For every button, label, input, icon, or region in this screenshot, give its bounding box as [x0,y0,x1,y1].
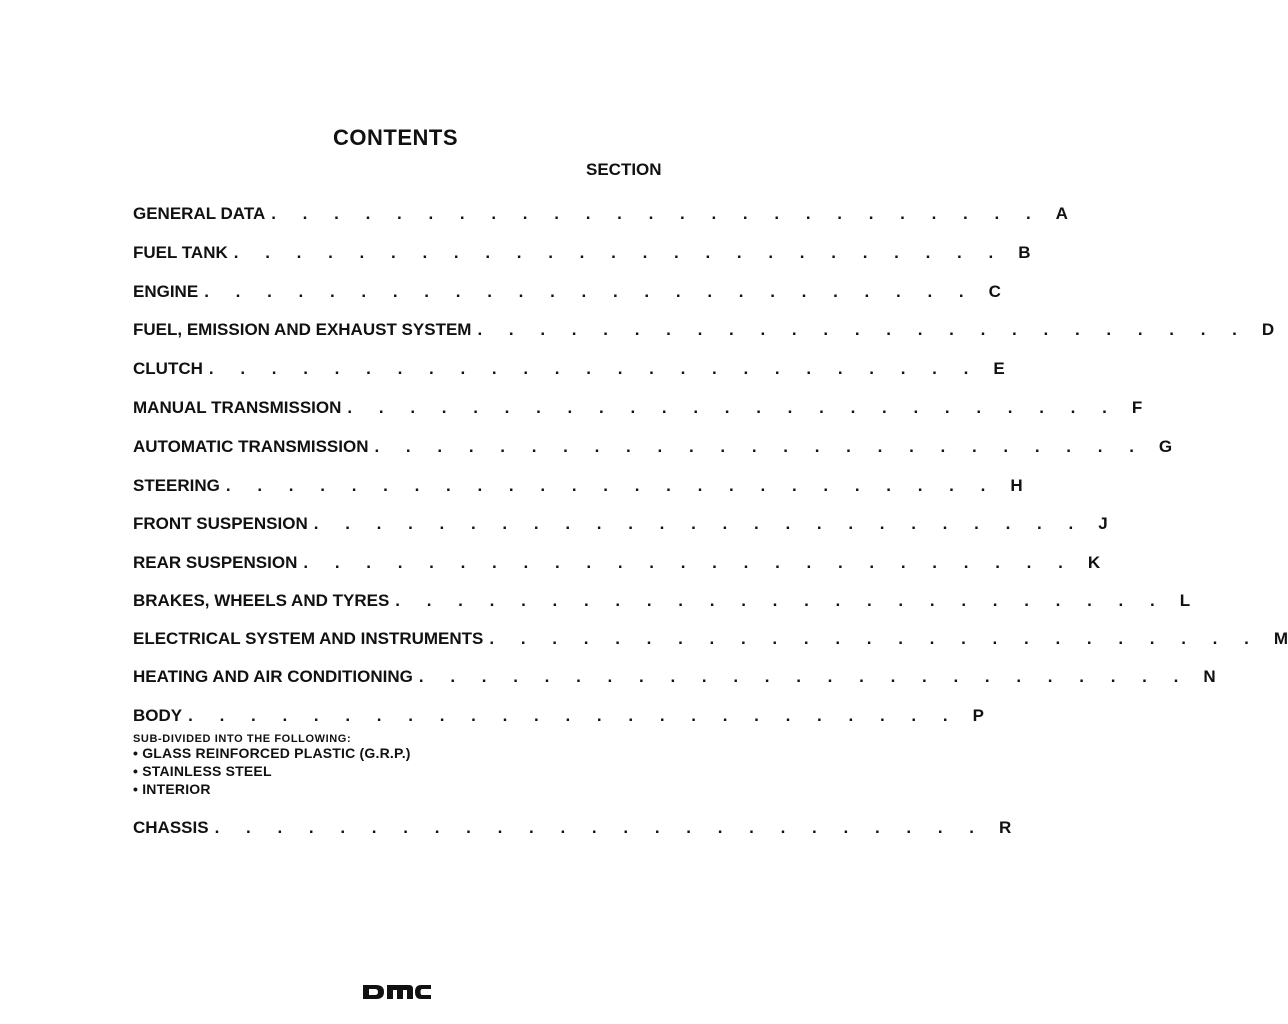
toc-section-code: D [1261,320,1275,339]
toc-label: GENERAL DATA [133,204,266,223]
toc-section-code: F [1131,398,1143,417]
toc-section-code: M [1273,629,1288,648]
toc-entry-automatic-transmission[interactable] [133,437,1173,459]
toc-entry-chassis[interactable] [133,818,1012,840]
leader-dots: . . . . . . . . . . . . . . . . . . . . . . . . . [489,629,1260,648]
toc-label: BODY [133,706,183,725]
toc-section-code: J [1098,514,1108,533]
toc-section-code: B [1018,243,1031,262]
toc-section-code: K [1087,553,1101,572]
toc-entry-front-suspension[interactable] [133,514,1108,536]
leader-dots: . . . . . . . . . . . . . . . . . . . . . . . . . [214,818,986,837]
toc-label: MANUAL TRANSMISSION [133,398,342,417]
toc-section-code: E [993,359,1005,378]
toc-entry-fuel-tank[interactable] [133,243,1031,265]
toc-section-code: C [988,282,1001,301]
section-column-heading: SECTION [586,160,662,179]
leader-dots: . . . . . . . . . . . . . . . . . . . . . . . . . [233,243,1005,262]
toc-section-code: R [999,818,1012,837]
toc-entry-manual-transmission[interactable] [133,398,1143,420]
toc-label: STEERING [133,476,220,495]
toc-entry-general-data[interactable] [133,204,1068,226]
toc-label: AUTOMATIC TRANSMISSION [133,437,369,456]
leader-dots: . . . . . . . . . . . . . . . . . . . . . . . . . [395,591,1166,610]
leader-dots: . . . . . . . . . . . . . . . . . . . . . . . . . [418,667,1190,686]
body-subdivision-item: • GLASS REINFORCED PLASTIC (G.R.P.) [133,745,411,761]
toc-label: ENGINE [133,282,199,301]
body-subdivision-intro: SUB-DIVIDED INTO THE FOLLOWING: [133,733,352,745]
leader-dots: . . . . . . . . . . . . . . . . . . . . . . . . . [208,359,980,378]
toc-entry-brakes-wheels-tyres[interactable] [133,591,1191,613]
leader-dots: . . . . . . . . . . . . . . . . . . . . . . . . . [188,706,959,725]
leader-dots: . . . . . . . . . . . . . . . . . . . . . . . . . [477,320,1248,339]
toc-section-code: N [1203,667,1216,686]
toc-label: FRONT SUSPENSION [133,514,308,533]
toc-section-code: L [1179,591,1191,610]
toc-section-code: P [972,706,984,725]
toc-label: FUEL TANK [133,243,228,262]
toc-label: FUEL, EMISSION AND EXHAUST SYSTEM [133,320,472,339]
toc-label: CHASSIS [133,818,209,837]
leader-dots: . . . . . . . . . . . . . . . . . . . . . . . . . [271,204,1042,223]
toc-entry-steering[interactable] [133,476,1023,498]
body-subdivision-item: • STAINLESS STEEL [133,763,272,779]
toc-entry-rear-suspension[interactable] [133,553,1101,575]
toc-entry-body[interactable] [133,706,984,728]
toc-entry-engine[interactable] [133,282,1001,304]
toc-entry-fuel-emission-exhaust[interactable] [133,320,1275,342]
toc-section-code: H [1010,476,1023,495]
leader-dots: . . . . . . . . . . . . . . . . . . . . . . . . . [225,476,997,495]
toc-label: REAR SUSPENSION [133,553,298,572]
toc-section-code: A [1055,204,1068,223]
toc-entry-heating-air-conditioning[interactable] [133,667,1216,689]
toc-label: BRAKES, WHEELS AND TYRES [133,591,390,610]
leader-dots: . . . . . . . . . . . . . . . . . . . . . . . . . [374,437,1145,456]
toc-label: ELECTRICAL SYSTEM AND INSTRUMENTS [133,629,484,648]
body-subdivision-item: • INTERIOR [133,781,211,797]
toc-entry-clutch[interactable] [133,359,1005,381]
page-title: CONTENTS [333,125,458,150]
toc-label: CLUTCH [133,359,203,378]
toc-entry-electrical-instruments[interactable] [133,629,1288,651]
toc-section-code: G [1158,437,1173,456]
leader-dots: . . . . . . . . . . . . . . . . . . . . . . . . . [313,514,1085,533]
leader-dots: . . . . . . . . . . . . . . . . . . . . . . . . . [204,282,975,301]
leader-dots: . . . . . . . . . . . . . . . . . . . . . . . . . [303,553,1074,572]
toc-label: HEATING AND AIR CONDITIONING [133,667,413,686]
dmc-logo [363,984,431,1000]
leader-dots: . . . . . . . . . . . . . . . . . . . . . . . . . [347,398,1118,417]
